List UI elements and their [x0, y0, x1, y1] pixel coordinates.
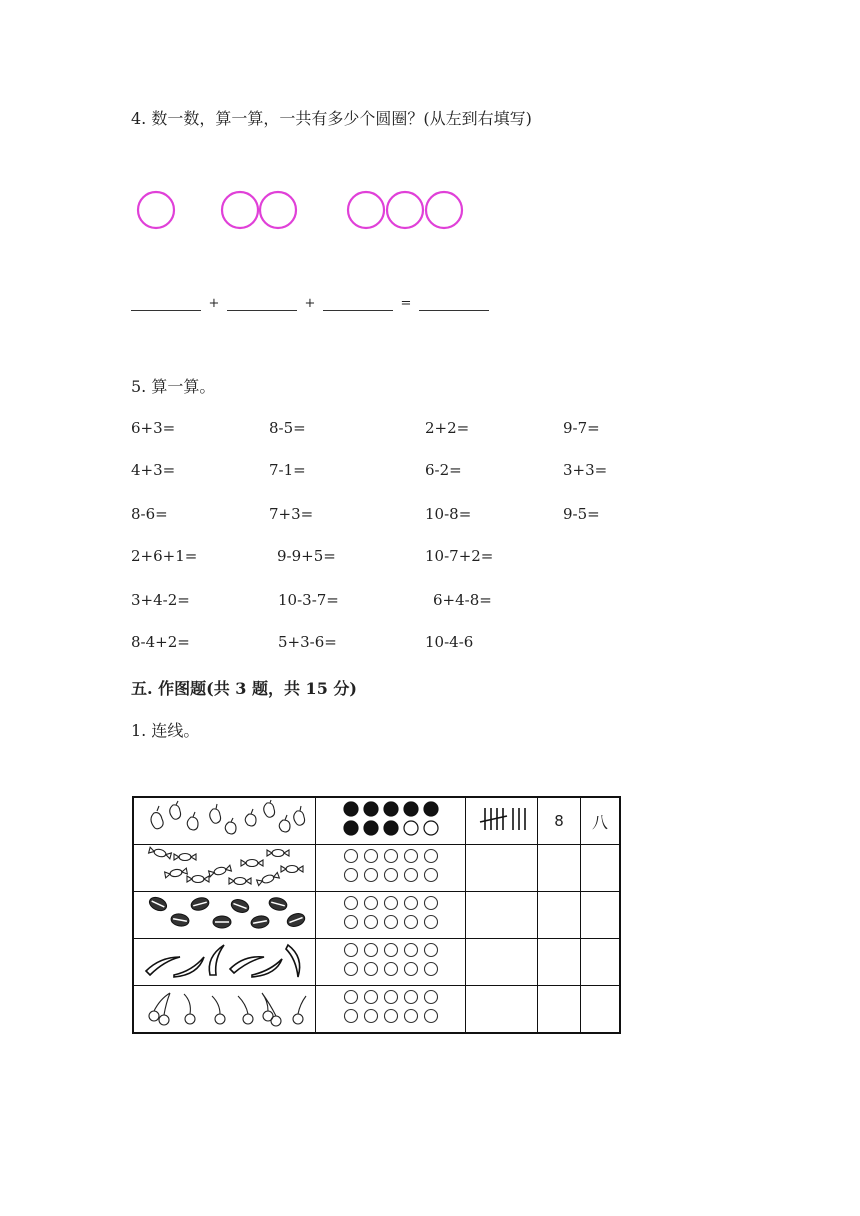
problem: 7+3= [269, 505, 314, 523]
chinese-number-cell: 八 [581, 797, 621, 845]
circle-icon [222, 192, 258, 228]
problem: 3+3= [563, 461, 608, 479]
q4-title: 4. 数一数，算一算，一共有多少个圆圈？(从左到右填写) [131, 109, 532, 128]
chinese-number-cell [581, 939, 621, 986]
dot-cell [316, 845, 466, 892]
candy-icon [140, 845, 310, 887]
problem: 6+3= [131, 419, 176, 437]
tally-icon [477, 804, 527, 834]
picture-cell [133, 892, 316, 939]
cherry-icon [140, 986, 310, 1028]
q1-title: 1. 连线。 [131, 721, 200, 740]
section-title: 五. 作图题(共 3 题，共 15 分) [131, 679, 357, 698]
answer-blank-2[interactable] [227, 296, 297, 311]
dots-figure [341, 800, 441, 838]
dot-cell [316, 892, 466, 939]
tally-cell [466, 797, 538, 845]
problem: 10-4-6 [425, 633, 474, 651]
tally-cell [466, 845, 538, 892]
problem: 4+3= [131, 461, 176, 479]
problem: 9-9+5= [277, 547, 336, 565]
number-cell [538, 986, 581, 1034]
problem: 10-3-7= [278, 591, 339, 609]
answer-blank-1[interactable] [131, 296, 201, 311]
dot-cell [316, 939, 466, 986]
problem: 8-4+2= [131, 633, 190, 651]
problem: 10-8= [425, 505, 472, 523]
problem: 7-1= [269, 461, 306, 479]
banana-icon [140, 939, 310, 981]
dots-figure [341, 847, 441, 885]
problem: 6-2= [425, 461, 462, 479]
dot-cell [316, 986, 466, 1034]
circle-icon [387, 192, 423, 228]
dots-figure [341, 941, 441, 979]
dot-cell [316, 797, 466, 845]
number-cell: 8 [538, 797, 581, 845]
picture-cell [133, 939, 316, 986]
problem: 6+4-8= [433, 591, 492, 609]
bean-icon [140, 892, 310, 934]
answer-blank-3[interactable] [323, 296, 393, 311]
problem: 2+2= [425, 419, 470, 437]
picture-cell [133, 845, 316, 892]
plus-sign: + [304, 296, 316, 311]
circle-icon [426, 192, 462, 228]
table-row [133, 939, 620, 986]
problem: 9-7= [563, 419, 600, 437]
problem: 8-5= [269, 419, 306, 437]
dots-figure [341, 894, 441, 932]
number-cell [538, 845, 581, 892]
table-row [133, 986, 620, 1034]
problem: 3+4-2= [131, 591, 190, 609]
q5-title: 5. 算一算。 [131, 377, 216, 396]
number-cell [538, 892, 581, 939]
tally-cell [466, 892, 538, 939]
matching-table [132, 796, 621, 1034]
problem: 8-6= [131, 505, 168, 523]
circle-icon [260, 192, 296, 228]
problem: 2+6+1= [131, 547, 198, 565]
tally-cell [466, 939, 538, 986]
table-row [133, 797, 620, 845]
circle-icon [138, 192, 174, 228]
chinese-number-cell [581, 986, 621, 1034]
equals-sign: = [400, 296, 412, 311]
picture-cell [133, 986, 316, 1034]
pear-icon [140, 799, 310, 839]
dots-figure [341, 988, 441, 1026]
circle-icon [348, 192, 384, 228]
table-row [133, 845, 620, 892]
number-cell [538, 939, 581, 986]
answer-row [131, 296, 489, 311]
chinese-number-cell [581, 845, 621, 892]
chinese-number-cell [581, 892, 621, 939]
picture-cell [133, 797, 316, 845]
problem: 9-5= [563, 505, 600, 523]
plus-sign: + [208, 296, 220, 311]
answer-blank-total[interactable] [419, 296, 489, 311]
problem: 10-7+2= [425, 547, 494, 565]
problem: 5+3-6= [278, 633, 337, 651]
circle-groups-figure [130, 182, 490, 242]
tally-cell [466, 986, 538, 1034]
table-row [133, 892, 620, 939]
